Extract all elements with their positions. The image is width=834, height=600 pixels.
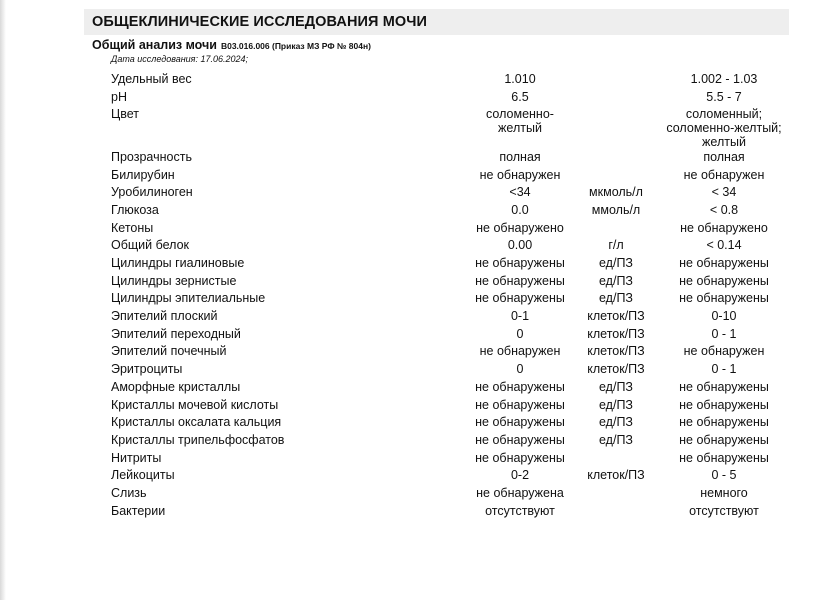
reference-range: не обнаружены: [679, 379, 769, 394]
reference-range: 0 - 5: [711, 468, 737, 483]
table-row: [0, 485, 834, 503]
table-row: [0, 106, 834, 149]
reference-range: не обнаружены: [679, 291, 769, 306]
reference-range: полная: [703, 149, 745, 164]
reference-range: не обнаружено: [680, 220, 768, 235]
reference-range: не обнаружены: [679, 256, 769, 270]
result-unit: ед/ПЗ: [599, 379, 633, 394]
result-name: Бактерии: [111, 503, 166, 518]
table-row: [0, 361, 834, 379]
table-row: [0, 220, 834, 238]
header-bar: [84, 9, 789, 35]
result-unit: ед/ПЗ: [599, 415, 633, 430]
result-value: не обнаружена: [476, 485, 564, 500]
reference-range: соломенный; соломенно-желтый; желтый: [666, 107, 782, 150]
table-row: [0, 379, 834, 397]
reference-range: отсутствуют: [689, 503, 759, 518]
table-row: [0, 290, 834, 308]
result-name: Кетоны: [111, 220, 154, 235]
section-title-text: Общий анализ мочи: [92, 38, 217, 52]
table-row: [0, 167, 834, 185]
result-name: Кристаллы мочевой кислоты: [111, 397, 279, 412]
result-unit: ммоль/л: [591, 202, 641, 217]
result-name: Общий белок: [111, 238, 190, 253]
table-row: [0, 184, 834, 202]
table-row: [0, 450, 834, 468]
result-value: 0: [516, 326, 524, 341]
result-value: 0-2: [510, 468, 530, 483]
reference-range: < 0.8: [709, 202, 739, 217]
result-name: Цилиндры эпителиальные: [111, 291, 266, 306]
result-name: Уробилиноген: [111, 185, 193, 200]
result-unit: клеток/ПЗ: [587, 344, 645, 359]
reference-range: 1.002 - 1.03: [690, 72, 758, 86]
result-name: pH: [111, 89, 127, 104]
result-value: не обнаружен: [479, 344, 561, 359]
result-value: полная: [499, 149, 541, 164]
result-name: Эпителий переходный: [111, 326, 241, 341]
table-row: [0, 414, 834, 432]
result-name: Цилиндры зернистые: [111, 273, 237, 288]
result-value: 0.00: [507, 238, 533, 253]
result-value: не обнаружены: [475, 379, 565, 394]
table-row: [0, 255, 834, 273]
reference-range: 0-10: [711, 309, 737, 324]
result-unit: г/л: [608, 238, 624, 253]
table-row: [0, 326, 834, 344]
result-value: 1.010: [504, 72, 536, 86]
table-row: [0, 89, 834, 107]
result-name: Эпителий почечный: [111, 344, 227, 359]
reference-range: < 0.14: [706, 238, 742, 253]
result-unit: ед/ПЗ: [599, 273, 633, 288]
result-value: 0.0: [511, 202, 529, 217]
table-row: [0, 71, 834, 89]
reference-range: не обнаружены: [679, 450, 769, 465]
result-value: не обнаружено: [476, 220, 564, 235]
result-name: Нитриты: [111, 450, 162, 465]
result-value: отсутствуют: [485, 503, 555, 518]
table-row: [0, 343, 834, 361]
result-name: Цвет: [111, 107, 140, 122]
result-value: не обнаружены: [475, 450, 565, 465]
table-row: [0, 273, 834, 291]
result-value: не обнаружены: [475, 256, 565, 270]
table-row: [0, 432, 834, 450]
result-unit: клеток/ПЗ: [587, 309, 645, 324]
result-unit: клеток/ПЗ: [587, 326, 645, 341]
table-row: [0, 397, 834, 415]
reference-range: 0 - 1: [711, 326, 737, 341]
result-value: не обнаружены: [475, 291, 565, 306]
result-name: Аморфные кристаллы: [111, 379, 241, 394]
reference-range: не обнаружены: [679, 415, 769, 430]
table-row: [0, 308, 834, 326]
table-row: [0, 202, 834, 220]
result-name: Слизь: [111, 485, 147, 500]
reference-range: не обнаружены: [679, 432, 769, 447]
result-value: 6.5: [511, 89, 529, 104]
result-unit: клеток/ПЗ: [587, 362, 645, 377]
result-unit: ед/ПЗ: [599, 397, 633, 412]
reference-range: не обнаружены: [679, 273, 769, 288]
result-unit: мкмоль/л: [589, 185, 643, 200]
result-unit: клеток/ПЗ: [587, 468, 645, 483]
table-row: [0, 467, 834, 485]
reference-range: не обнаружены: [679, 397, 769, 412]
result-name: Эритроциты: [111, 362, 183, 377]
section-code: B03.016.006 (Приказ МЗ РФ № 804н): [220, 41, 371, 51]
result-unit: ед/ПЗ: [599, 256, 633, 270]
result-name: Цилиндры гиалиновые: [111, 256, 245, 270]
results-table: [0, 71, 834, 520]
table-row: [0, 237, 834, 255]
reference-range: не обнаружен: [683, 344, 765, 359]
result-unit: ед/ПЗ: [599, 291, 633, 306]
result-unit: ед/ПЗ: [599, 432, 633, 447]
result-name: Глюкоза: [111, 202, 159, 217]
table-row: [0, 503, 834, 521]
result-name: Лейкоциты: [111, 468, 175, 483]
page-title: ОБЩЕКЛИНИЧЕСКИЕ ИССЛЕДОВАНИЯ МОЧИ: [92, 14, 428, 30]
result-value: <34: [509, 185, 531, 200]
result-value: не обнаружен: [479, 167, 561, 182]
result-name: Эпителий плоский: [111, 309, 218, 324]
reference-range: не обнаружен: [683, 167, 765, 182]
result-value: не обнаружены: [475, 415, 565, 430]
section-title: [92, 38, 371, 52]
result-name: Билирубин: [111, 167, 175, 182]
result-name: Прозрачность: [111, 149, 192, 164]
result-name: Кристаллы трипельфосфатов: [111, 432, 285, 447]
study-date: Дата исследования: 17.06.2024;: [111, 54, 249, 64]
reference-range: < 34: [711, 185, 737, 200]
reference-range: 0 - 1: [711, 362, 737, 377]
result-value: не обнаружены: [475, 273, 565, 288]
result-value: 0: [516, 362, 524, 377]
result-value: соломенно-желтый: [486, 107, 554, 136]
reference-range: немного: [700, 485, 748, 500]
result-value: не обнаружены: [475, 397, 565, 412]
reference-range: 5.5 - 7: [706, 89, 742, 104]
result-name: Кристаллы оксалата кальция: [111, 415, 282, 430]
result-value: не обнаружены: [475, 432, 565, 447]
result-value: 0-1: [510, 309, 530, 324]
table-row: [0, 149, 834, 167]
result-name: Удельный вес: [111, 72, 192, 86]
